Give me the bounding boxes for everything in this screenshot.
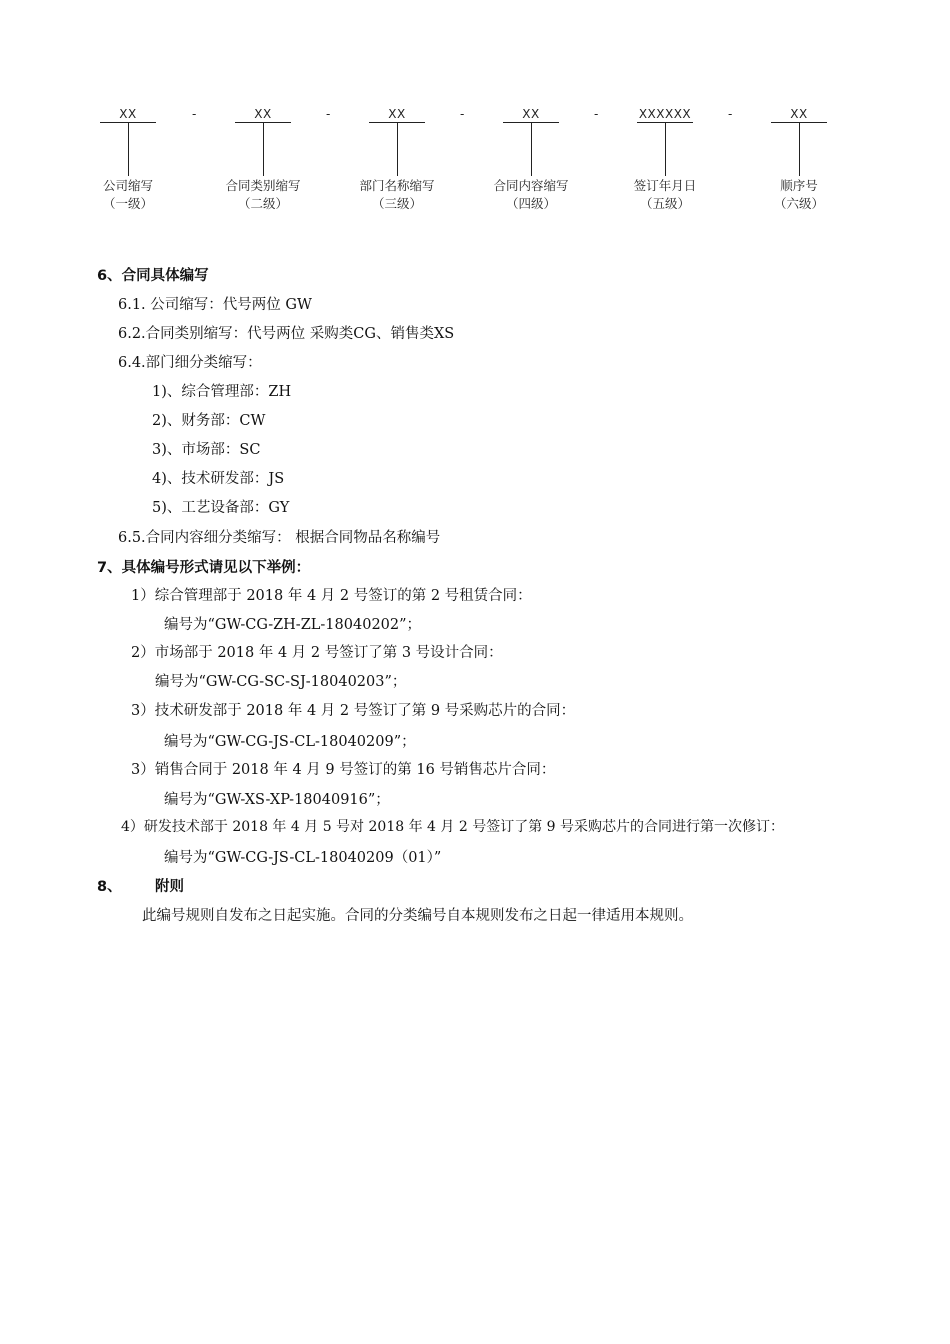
department-item: 5)、工艺设备部：GY — [152, 500, 290, 516]
example-description: 3）销售合同于 2018 年 4 月 9 号签订的第 16 号销售芯片合同： — [131, 762, 556, 778]
segment-connector — [397, 123, 398, 176]
department-abbr-title: 6.4.部门细分类缩写： — [118, 355, 262, 371]
separator-dash: - — [192, 107, 197, 121]
segment-level: （三级） — [371, 196, 422, 211]
segment-label: 签订年月日 — [633, 178, 697, 193]
segment-level: （五级） — [639, 196, 690, 211]
example-description: 1）综合管理部于 2018 年 4 月 2 号签订的第 2 号租赁合同： — [131, 588, 532, 604]
department-item: 2)、财务部：CW — [152, 413, 266, 429]
example-code: 编号为“GW-XS-XP-18040916”； — [164, 792, 390, 808]
segment-label: 部门名称缩写 — [359, 178, 435, 193]
segment-code: XX — [522, 107, 540, 121]
diagram-segment-category — [225, 107, 301, 217]
content-abbr-rule: 6.5.合同内容细分类缩写： 根据合同物品名称编号 — [118, 530, 441, 546]
segment-code: XX — [790, 107, 808, 121]
separator-dash: - — [594, 107, 599, 121]
segment-level: （六级） — [773, 196, 824, 211]
segment-level: （二级） — [237, 196, 288, 211]
segment-label: 合同内容缩写 — [493, 178, 569, 193]
separator-dash: - — [326, 107, 331, 121]
segment-connector — [531, 123, 532, 176]
example-description: 2）市场部于 2018 年 4 月 2 号签订了第 3 号设计合同： — [131, 645, 503, 661]
separator-dash: - — [460, 107, 465, 121]
section-6-heading: 6、合同具体编写 — [97, 268, 209, 284]
segment-label: 顺序号 — [780, 178, 818, 193]
section-8-title: 附则 — [155, 879, 184, 895]
segment-code: XXXXXX — [638, 107, 692, 121]
segment-connector — [128, 123, 129, 176]
example-code: 编号为“GW-CG-SC-SJ-18040203”； — [155, 674, 407, 690]
diagram-segment-sequence — [771, 107, 827, 217]
example-code: 编号为“GW-CG-JS-CL-18040209（01）” — [164, 850, 442, 866]
section-8-number: 8、 — [97, 879, 122, 895]
segment-level: （四级） — [505, 196, 556, 211]
segment-label: 公司缩写 — [102, 178, 153, 193]
company-abbr-rule: 6.1. 公司缩写：代号两位 GW — [118, 297, 312, 313]
department-item: 3)、市场部：SC — [152, 442, 261, 458]
department-item: 4)、技术研发部：JS — [152, 471, 285, 487]
section-7-heading: 7、具体编号形式请见以下举例： — [97, 560, 311, 576]
segment-code: XX — [388, 107, 406, 121]
example-code: 编号为“GW-CG-JS-CL-18040209”； — [164, 734, 416, 750]
segment-code: XX — [254, 107, 272, 121]
segment-connector — [665, 123, 666, 176]
example-description: 4）研发技术部于 2018 年 4 月 5 号对 2018 年 4 月 2 号签订了第 9 号采购芯片的合同进行第一次修订： — [121, 819, 785, 835]
segment-label: 合同类别缩写 — [225, 178, 301, 193]
segment-connector — [799, 123, 800, 176]
segment-code: XX — [119, 107, 137, 121]
separator-dash: - — [728, 107, 733, 121]
example-description: 3）技术研发部于 2018 年 4 月 2 号签订了第 9 号采购芯片的合同： — [131, 703, 576, 719]
example-code: 编号为“GW-CG-ZH-ZL-18040202”； — [164, 617, 422, 633]
segment-level: （一级） — [102, 196, 153, 211]
diagram-segment-department — [359, 107, 435, 217]
department-item: 1)、综合管理部：ZH — [152, 384, 292, 400]
diagram-segment-company — [100, 107, 156, 217]
category-abbr-rule: 6.2.合同类别缩写：代号两位 采购类CG、销售类XS — [118, 326, 455, 342]
section-8-text: 此编号规则自发布之日起实施。合同的分类编号自本规则发布之日起一律适用本规则。 — [142, 908, 693, 924]
diagram-segment-content — [493, 107, 569, 217]
diagram-segment-date — [633, 107, 697, 217]
segment-connector — [263, 123, 264, 176]
